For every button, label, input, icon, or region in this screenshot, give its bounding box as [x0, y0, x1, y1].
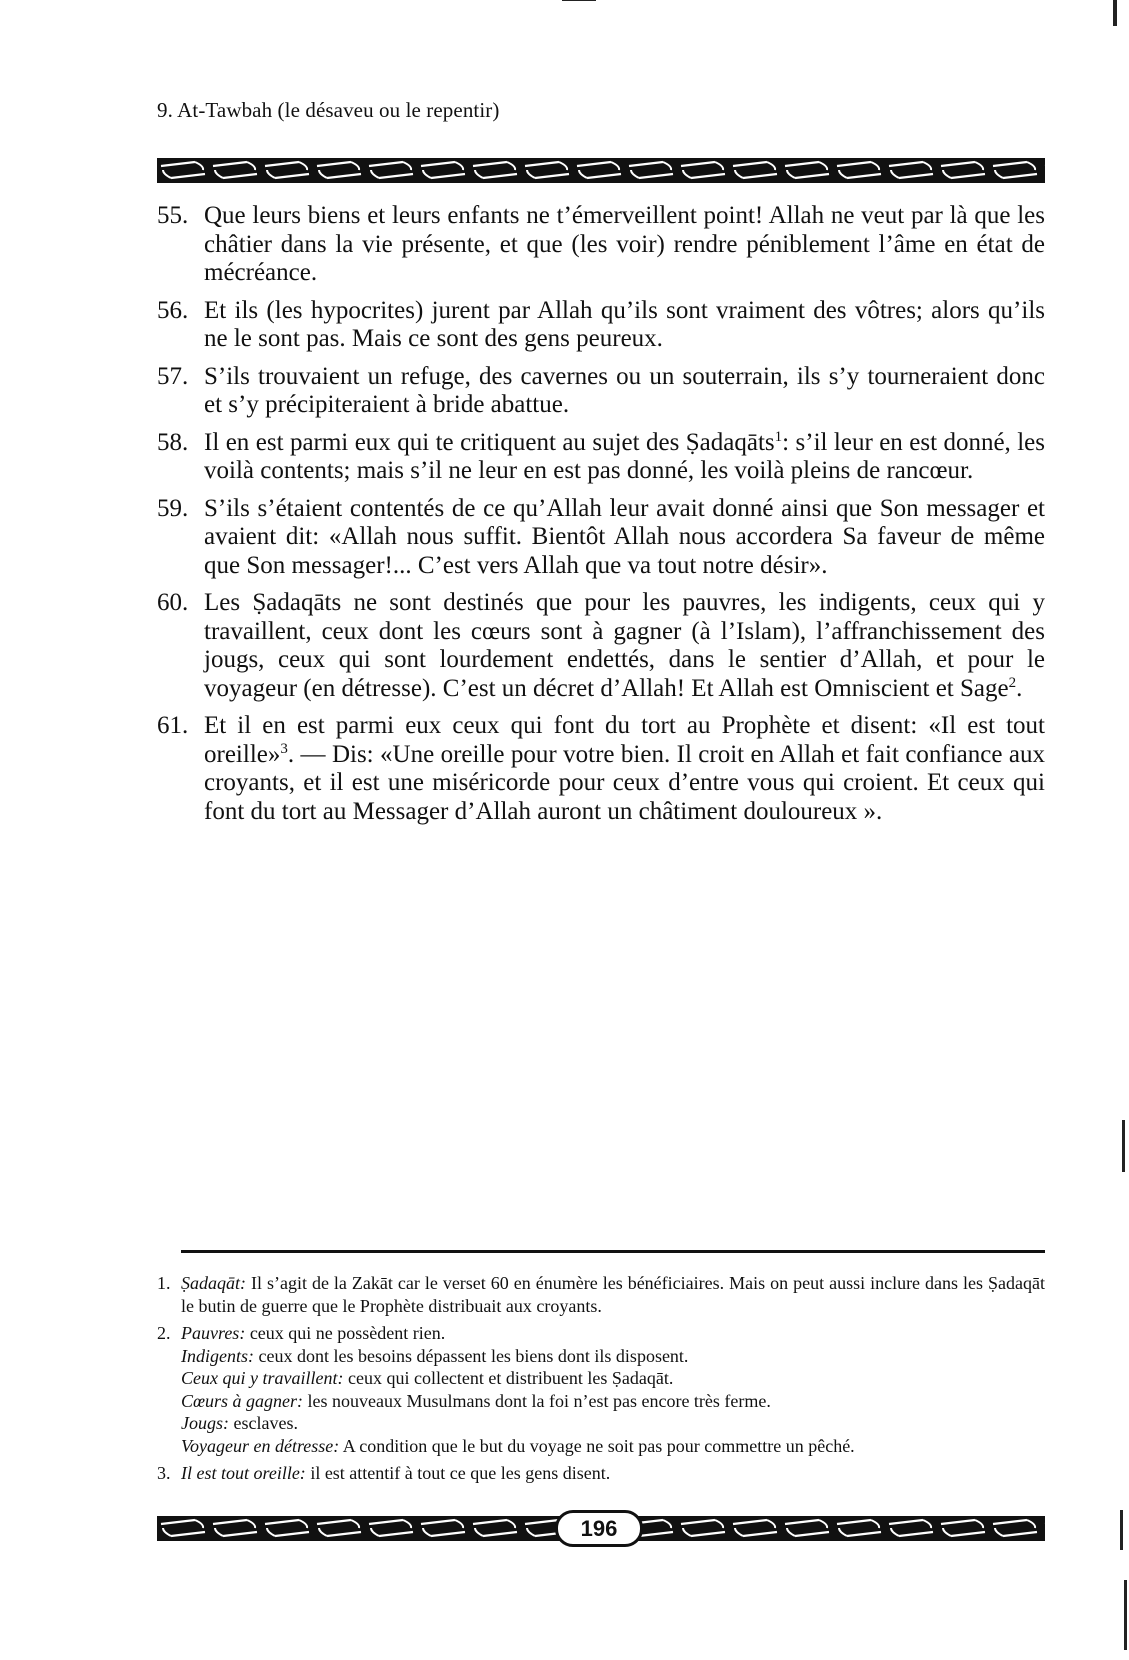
footnote-2	[157, 1322, 1045, 1457]
footnote-number: 3.	[157, 1463, 171, 1483]
footnote-term: Jougs:	[181, 1413, 229, 1433]
footnote-text: Il s’agit de la Zakāt car le verset 60 en énumère les bénéficiaires. Mais on peut aussi inclure dans les Ṣadaqāt le butin de guerre que le Prophète distribuait aux croyants.	[181, 1273, 1045, 1316]
verse-text-part: . — Dis: «Une oreille pour votre bien. Il croit en Allah et fait confiance aux croyants, et il est une miséricorde pour ceux d’entre vous qui croient. Et ceux qui font du tort au Messager d’Allah auront un châtiment douloureux ».	[204, 740, 1045, 825]
footnote-term: Voyageur en détresse:	[181, 1435, 340, 1456]
verse-text-part: : s’il leur en est donné, les voilà contents; mais s’il ne leur en est pas donné, les voilà pleins de rancœur.	[204, 428, 1045, 484]
footnote-term: Il est tout oreille:	[181, 1463, 306, 1483]
footnote-term: Ṣadaqāt:	[181, 1273, 246, 1293]
footnote-ref[interactable]: 3	[280, 740, 288, 757]
footnote-term: Cœurs à gagner:	[181, 1390, 304, 1411]
verse-number: 60.	[157, 589, 189, 616]
verse-text-part: Les Ṣadaqāts ne sont destinés que pour les pauvres, les indigents, ceux qui y travaillent, ceux dont les cœurs sont à gagner (à l’Islam), l’affranchissement des jougs, ceux qui sont lourdement endettés, dans le sentier d’Allah, et pour le voyageur (en détresse). C’est un décret d’Allah! Et Allah est Omniscient et Sage	[204, 589, 1045, 702]
footnote-body	[181, 1462, 1045, 1485]
verse-text: Que leurs biens et leurs enfants ne t’émerveillent point! Allah ne veut par là que les châtier dans la vie présente, et que (les voir) rendre péniblement l’âme en état de mécréance.	[204, 202, 1045, 286]
top-ornament-border	[157, 158, 1045, 183]
footnote-text: les nouveaux Musulmans dont la foi n’est pas encore très ferme.	[303, 1390, 771, 1411]
verse-number: 57.	[157, 362, 189, 390]
footnote-line	[181, 1367, 1045, 1390]
footnote-text: ceux qui ne possèdent rien.	[245, 1323, 446, 1343]
scan-margin-mark	[1120, 1510, 1123, 1550]
footnote-line	[181, 1435, 1045, 1458]
verse-text: S’ils trouvaient un refuge, des cavernes ou un souterrain, ils s’y tourneraient donc et s’y précipiteraient à bride abattue.	[204, 362, 1045, 418]
verse-56	[157, 297, 1045, 354]
verse-text	[204, 429, 1045, 486]
footnote-ref[interactable]: 2	[1008, 674, 1017, 691]
verse-text-part: Il en est parmi eux qui te critiquent au sujet des Ṣadaqāts	[204, 428, 775, 456]
scan-margin-mark	[1122, 1120, 1125, 1172]
verse-59	[157, 495, 1045, 581]
footnote-ref[interactable]: 1	[774, 428, 783, 445]
footnote-term: Pauvres:	[181, 1323, 246, 1343]
verse-text: Et ils (les hypocrites) jurent par Allah qu’ils sont vraiment des vôtres; alors qu’ils ne le sont pas. Mais ce sont des gens peureux.	[204, 296, 1045, 352]
verse-number: 59.	[157, 494, 189, 522]
footnotes	[157, 1272, 1045, 1490]
footnote-3	[157, 1462, 1045, 1485]
footnote-number: 2.	[157, 1323, 171, 1343]
page-number: 196	[555, 1510, 643, 1547]
footnote-line	[181, 1345, 1045, 1368]
verse-number: 55.	[157, 202, 189, 229]
verse-57	[157, 363, 1045, 420]
verse-55	[157, 202, 1045, 288]
footnote-text: ceux dont les besoins dépassent les biens dont ils disposent.	[253, 1345, 689, 1366]
running-head: 9. At-Tawbah (le désaveu ou le repentir)	[157, 98, 500, 122]
footnote-line	[181, 1322, 1045, 1345]
verse-list	[157, 202, 1045, 835]
footnote-term: Ceux qui y travaillent:	[181, 1368, 344, 1388]
footnote-line	[181, 1412, 1045, 1435]
verse-number: 58.	[157, 428, 189, 456]
footnote-1	[157, 1272, 1045, 1317]
verse-number: 56.	[157, 296, 189, 324]
footnote-text: il est attentif à tout ce que les gens disent.	[305, 1463, 611, 1483]
verse-text	[204, 712, 1045, 826]
verse-text-part: Et il en est parmi eux ceux qui font du tort au Prophète et disent: «Il est tout oreille»	[204, 712, 1045, 768]
verse-number: 61.	[157, 712, 189, 739]
verse-58	[157, 429, 1045, 486]
footnote-number: 1.	[157, 1273, 171, 1293]
footnote-term: Indigents:	[181, 1345, 254, 1366]
scan-margin-mark	[1113, 0, 1117, 26]
footnote-body	[181, 1322, 1045, 1457]
verse-text: S’ils s’étaient contentés de ce qu’Allah leur avait donné ainsi que Son messager et avaient dit: «Allah nous suffit. Bientôt Allah nous accordera Sa faveur de même que Son messager!... C’est vers Allah que va tout notre désir».	[204, 494, 1045, 579]
footnote-text: ceux qui collectent et distribuent les Ṣadaqāt.	[343, 1368, 674, 1388]
verse-61	[157, 712, 1045, 826]
verse-text	[204, 589, 1045, 703]
footnote-divider	[181, 1250, 1045, 1253]
verse-60	[157, 589, 1045, 703]
footnote-line	[181, 1390, 1045, 1413]
footnote-text: A condition que le but du voyage ne soit pas pour commettre un pêché.	[339, 1435, 855, 1456]
scan-margin-mark	[1124, 1580, 1127, 1650]
scan-margin-mark	[562, 0, 596, 1]
footnote-text: esclaves.	[229, 1413, 298, 1433]
verse-text-part: .	[1016, 674, 1023, 702]
footnote-body	[181, 1272, 1045, 1317]
